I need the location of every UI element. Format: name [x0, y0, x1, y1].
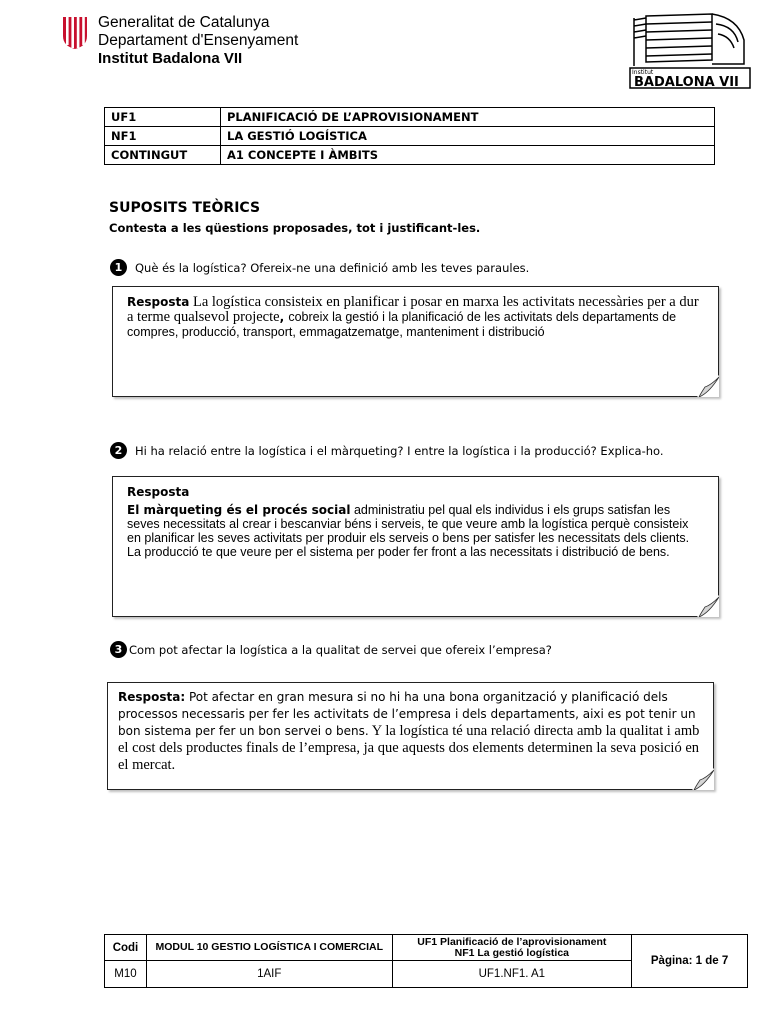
question-number: 2	[110, 442, 127, 459]
group-name: 1AIF	[146, 961, 392, 988]
question-2	[110, 442, 664, 459]
codi-value: M10	[105, 961, 147, 988]
footer-table	[104, 934, 748, 988]
generalitat-name: Generalitat de Catalunya	[98, 14, 270, 31]
instructions: Contesta a les qüestions proposades, tot i justificant-les.	[109, 221, 481, 235]
svg-text:BADALONA VII: BADALONA VII	[634, 75, 739, 90]
section-title: SUPOSITS TEÒRICS	[109, 200, 261, 216]
table-row	[105, 108, 715, 127]
page-curl-icon	[692, 768, 714, 790]
page-number: Pàgina: 1 de 7	[632, 935, 748, 988]
answer-label: Resposta	[127, 295, 190, 309]
answer-text-bold: El màrqueting és el procés social	[127, 503, 351, 517]
institution-header	[98, 14, 298, 68]
question-3	[110, 641, 552, 658]
module-name: MODUL 10 GESTIO LOGÍSTICA I COMERCIAL	[146, 935, 392, 961]
institute-name: Institut Badalona VII	[98, 50, 243, 67]
badalona-logo-icon	[626, 10, 754, 90]
answer-text: administratiu pel qual els individus i els grups satisfan les seves necessitats al crear i bescanviar béns i serveis, te que veure amb la logística perquè consisteix en planificar les seves activitats per produir els serveis o bens per satisfer les necessitats dels clients.	[127, 503, 690, 545]
table-cell-value: PLANIFICACIÓ DE L’APROVISIONAMENT	[221, 108, 715, 127]
answer-label: Resposta:	[118, 690, 186, 704]
table-cell-key: CONTINGUT	[105, 146, 221, 165]
table-cell-value: A1 CONCEPTE I ÀMBITS	[221, 146, 715, 165]
svg-text:Institut: Institut	[632, 69, 654, 76]
table-row	[105, 935, 748, 961]
page-curl-icon	[697, 375, 719, 397]
question-text: Hi ha relació entre la logística i el màrqueting? I entre la logística i la producció? Explica-ho.	[135, 443, 664, 458]
answer-box-3	[107, 682, 714, 790]
uf-title: UF1 Planificació de l’aprovisionament NF1 La gestió logística	[392, 935, 632, 961]
question-text: Com pot afectar la logística a la qualitat de servei que ofereix l’empresa?	[129, 642, 552, 657]
question-number: 1	[110, 259, 127, 276]
department-name: Departament d'Ensenyament	[98, 32, 299, 49]
question-text: Què és la logística? Ofereix-ne una definició amb les teves paraules.	[135, 260, 530, 275]
answer-label: Resposta	[127, 485, 190, 499]
table-row	[105, 127, 715, 146]
answer-text: La logística consisteix en planificar i posar en marxa les activitats necessàries per a dur a terme qualsevol projecte	[127, 294, 699, 325]
table-cell-value: LA GESTIÓ LOGÍSTICA	[221, 127, 715, 146]
answer-text: La producció te que veure per el sistema per poder fer front a las necessitats i distribució de bens.	[127, 545, 670, 559]
table-row	[105, 146, 715, 165]
codi-label: Codi	[105, 935, 147, 961]
answer-text: Pot afectar en gran mesura si no hi ha una bona organització y planificació dels processos necessaris per fer les activitats de l’empresa i dels departaments, aixi es pot tenir un bon sistema per fer un bon servei o bens.	[118, 690, 696, 738]
activity-code: UF1.NF1. A1	[392, 961, 632, 988]
generalitat-logo-icon	[62, 16, 88, 50]
table-cell-key: NF1	[105, 127, 221, 146]
table-cell-key: UF1	[105, 108, 221, 127]
answer-box-2	[112, 476, 719, 617]
question-number: 3	[110, 641, 127, 658]
answer-text: cobreix la gestió i la planificació de les activitats dels departaments de compres, producció, transport, emmagatzematge, manteniment i distribució	[127, 310, 677, 339]
course-info-table	[104, 107, 715, 165]
page-curl-icon	[697, 595, 719, 617]
answer-box-1: Resposta La logística consisteix en planificar i posar en marxa les activitats necessàries per a dur a terme qualsevol projecte, cobreix la gestió i la planificació de les activitats dels departaments de compres, producció, transport, emmagatzematge, manteniment i distribució	[112, 286, 719, 397]
answer-text: Y la logística té una relació directa amb la qualitat i amb el cost dels productes finals de l’empresa, ja que aquests dos elements determinen la seva posició en el mercat.	[118, 723, 700, 773]
question-1	[110, 259, 529, 276]
